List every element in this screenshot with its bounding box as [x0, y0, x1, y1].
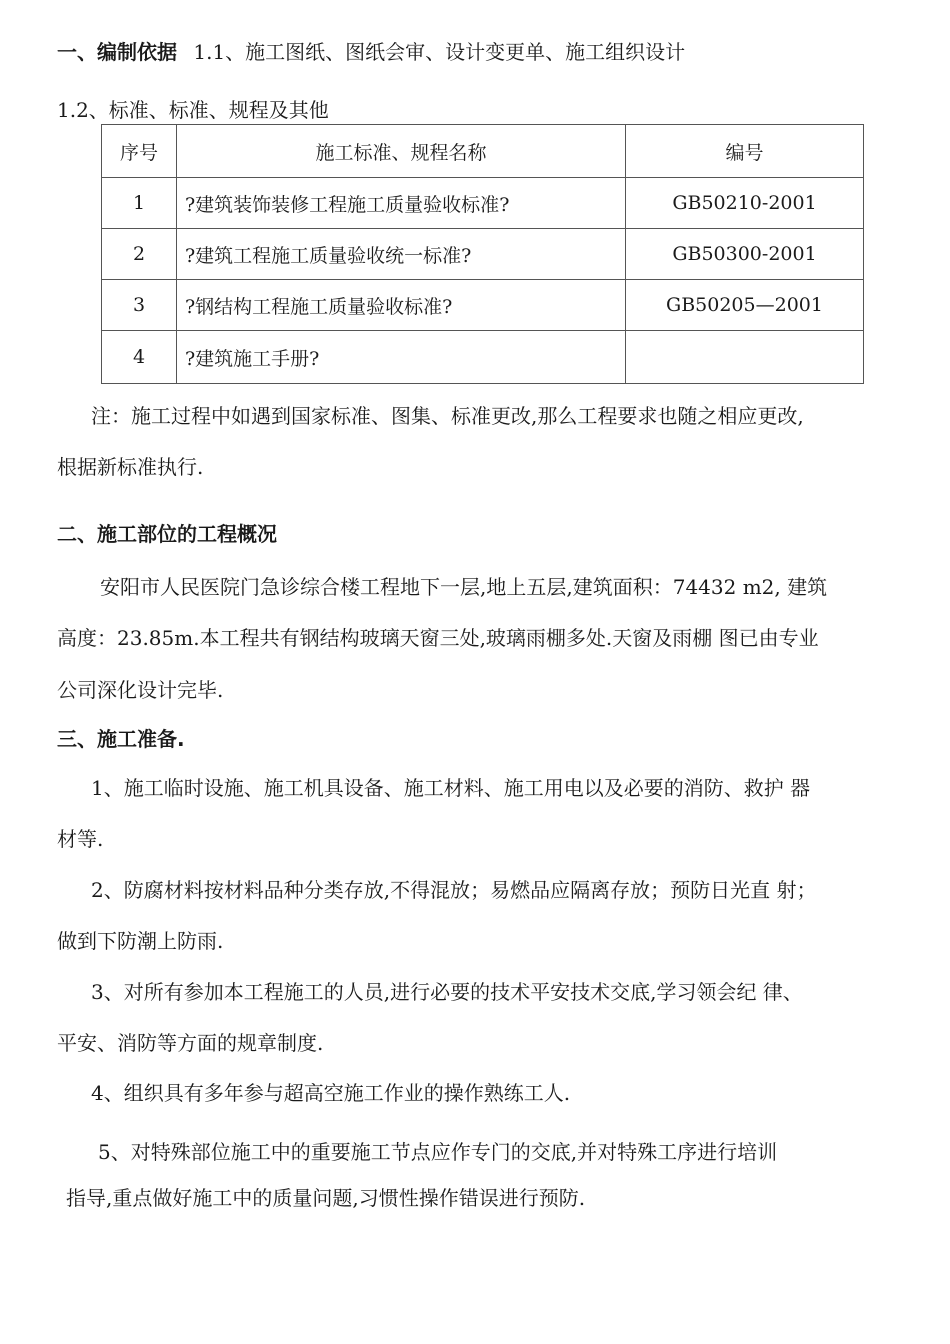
table-header-row: [102, 125, 864, 178]
header-code: 编号: [626, 125, 864, 178]
table-row: [102, 178, 864, 229]
standards-table: [101, 124, 864, 384]
row-seq: 1: [102, 178, 177, 229]
prep-item-5-line-2: 指导,重点做好施工中的质量问题,习惯性操作错误进行预防.: [66, 1186, 586, 1210]
row-name: ?建筑装饰装修工程施工质量验收标准?: [177, 178, 626, 229]
row-name: ?钢结构工程施工质量验收标准?: [177, 280, 626, 331]
row-code: GB50205—2001: [626, 280, 864, 331]
header-seq: 序号: [102, 125, 177, 178]
section-2-heading: 二、施工部位的工程概况: [57, 522, 277, 546]
row-seq: 3: [102, 280, 177, 331]
header-name: 施工标准、规程名称: [177, 125, 626, 178]
row-name: ?建筑工程施工质量验收统一标准?: [177, 229, 626, 280]
overview-line-2: 高度：23.85m.本工程共有钢结构玻璃天窗三处,玻璃雨棚多处.天窗及雨棚 图已由专业: [57, 626, 819, 650]
prep-item-1-line-2: 材等.: [57, 827, 104, 851]
row-name: ?建筑施工手册?: [177, 331, 626, 384]
prep-item-1-line-1: 1、施工临时设施、施工机具设备、施工材料、施工用电以及必要的消防、救护 器: [91, 776, 811, 800]
section-1-heading: 一、编制依据: [57, 40, 177, 64]
prep-item-2-line-2: 做到下防潮上防雨.: [57, 929, 224, 953]
basis-item-1-2: 1.2、标准、标准、规程及其他: [57, 98, 329, 122]
section-3-heading: 三、施工准备.: [57, 727, 185, 751]
section-1-line: [57, 38, 685, 66]
row-seq: 2: [102, 229, 177, 280]
prep-item-3-line-1: 3、对所有参加本工程施工的人员,进行必要的技术平安技术交底,学习领会纪 律、: [91, 980, 803, 1004]
note-line-1: 注：施工过程中如遇到国家标准、图集、标准更改,那么工程要求也随之相应更改,: [91, 404, 804, 428]
prep-item-4-line-1: 4、组织具有多年参与超高空施工作业的操作熟练工人.: [91, 1081, 571, 1105]
table-row: [102, 229, 864, 280]
row-code: GB50300-2001: [626, 229, 864, 280]
prep-item-3-line-2: 平安、消防等方面的规章制度.: [57, 1031, 324, 1055]
row-code: [626, 331, 864, 384]
prep-item-5-line-1: 5、对特殊部位施工中的重要施工节点应作专门的交底,并对特殊工序进行培训: [98, 1140, 778, 1164]
row-seq: 4: [102, 331, 177, 384]
overview-line-3: 公司深化设计完毕.: [57, 678, 224, 702]
table-row: [102, 280, 864, 331]
prep-item-2-line-1: 2、防腐材料按材料品种分类存放,不得混放；易燃品应隔离存放；预防日光直 射；: [91, 878, 817, 902]
basis-item-1-1: 1.1、施工图纸、图纸会审、设计变更单、施工组织设计: [193, 40, 686, 64]
row-code: GB50210-2001: [626, 178, 864, 229]
table-row: [102, 331, 864, 384]
overview-line-1: 安阳市人民医院门急诊综合楼工程地下一层,地上五层,建筑面积：74432 m2, 建筑: [100, 575, 828, 599]
note-line-2: 根据新标准执行.: [57, 455, 204, 479]
